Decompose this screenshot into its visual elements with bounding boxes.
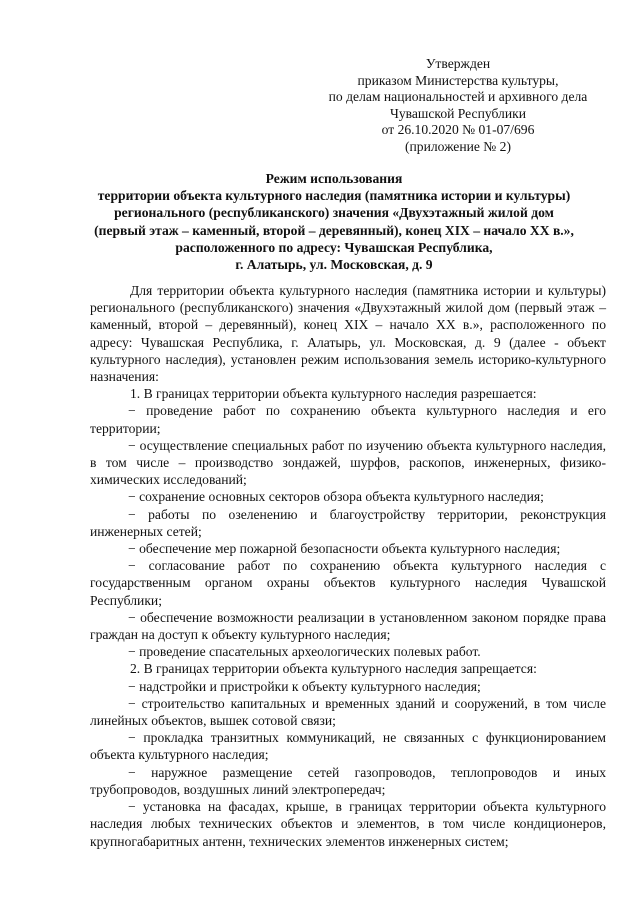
approval-line: Утвержден [425, 56, 491, 71]
section-1-heading: 1. В границах территории объекта культурного наследия разрешается: [130, 386, 537, 402]
allowed-item: − проведение спасательных археологических полевых работ. [128, 644, 481, 660]
allowed-item: − обеспечение мер пожарной безопасности объекта культурного наследия; [128, 541, 561, 557]
prohibited-item: − прокладка транзитных коммуникаций, не связанных с функционированием объекта культурного наследия; [90, 730, 606, 763]
allowed-item: − работы по озеленению и благоустройству территории, реконструкция инженерных сетей; [90, 506, 606, 539]
prohibited-item: − строительство капитальных и временных зданий и сооружений, в том числе линейных объектов, вышек сотовой связи; [90, 695, 606, 729]
approval-line: по делам национальностей и архивного дела [328, 89, 588, 105]
approval-line: от 26.10.2020 № 01-07/696 [381, 122, 535, 138]
allowed-item: − согласование работ по сохранению объекта культурного наследия с государственным органом охраны объектов культурного наследия Чувашской Республики; [90, 558, 606, 608]
section-2-heading: 2. В границах территории объекта культурного наследия запрещается: [130, 661, 537, 677]
title-line: территории объекта культурного наследия (памятника истории и культуры) [97, 188, 571, 204]
title-line: расположенного по адресу: Чувашская Республика, [175, 239, 493, 255]
title-line: регионального (республиканского) значения «Двухэтажный жилой дом [114, 205, 554, 221]
prohibited-item: − надстройки и пристройки к объекту культурного наследия; [128, 678, 481, 694]
approval-block [300, 56, 616, 156]
allowed-item: − обеспечение возможности реализации в установленном законом порядке права граждан на доступ к объекту культурного наследия; [90, 609, 606, 643]
prohibited-item: − наружное размещение сетей газопроводов, теплопроводов и иных трубопроводов, воздушных линий электропередач; [90, 764, 606, 797]
title-line: (первый этаж – каменный, второй – деревянный), конец XIX – начало XX в.», [94, 222, 574, 238]
approval-line: Чувашской Республики [390, 105, 526, 121]
approval-line: приказом Министерства культуры, [357, 72, 559, 88]
prohibited-item: − установка на фасадах, крыше, в границах территории объекта культурного наследия любых технических объектов и элементов, в том числе кондиционеров, крупногабаритных антенн, технических элементов инженерных систем; [90, 799, 606, 849]
title-line: г. Алатырь, ул. Московская, д. 9 [235, 257, 433, 273]
allowed-item: − сохранение основных секторов обзора объекта культурного наследия; [128, 489, 544, 505]
document-title [60, 170, 608, 273]
title-line: Режим использования [265, 171, 403, 186]
document-body [90, 282, 606, 850]
intro-paragraph: Для территории объекта культурного наследия (памятника истории и культуры) регионального (республиканского) значения «Двухэтажный жилой дом (первый этаж – каменный, второй – деревянный), конец XIX – начало XX в.», расположенного по адресу: Чувашская Республика, г. Алатырь, ул. Московская, д. 9 (далее - объект культурного наследия), установлен режим использования земель историко-культурного назначения: [90, 283, 606, 385]
allowed-item: − проведение работ по сохранению объекта культурного наследия и его территории; [90, 403, 606, 436]
allowed-item: − осуществление специальных работ по изучению объекта культурного наследия, в том числе – производство зондажей, шурфов, раскопов, инженерных, физико-химических исследований; [90, 437, 606, 488]
approval-line: (приложение № 2) [404, 138, 512, 154]
